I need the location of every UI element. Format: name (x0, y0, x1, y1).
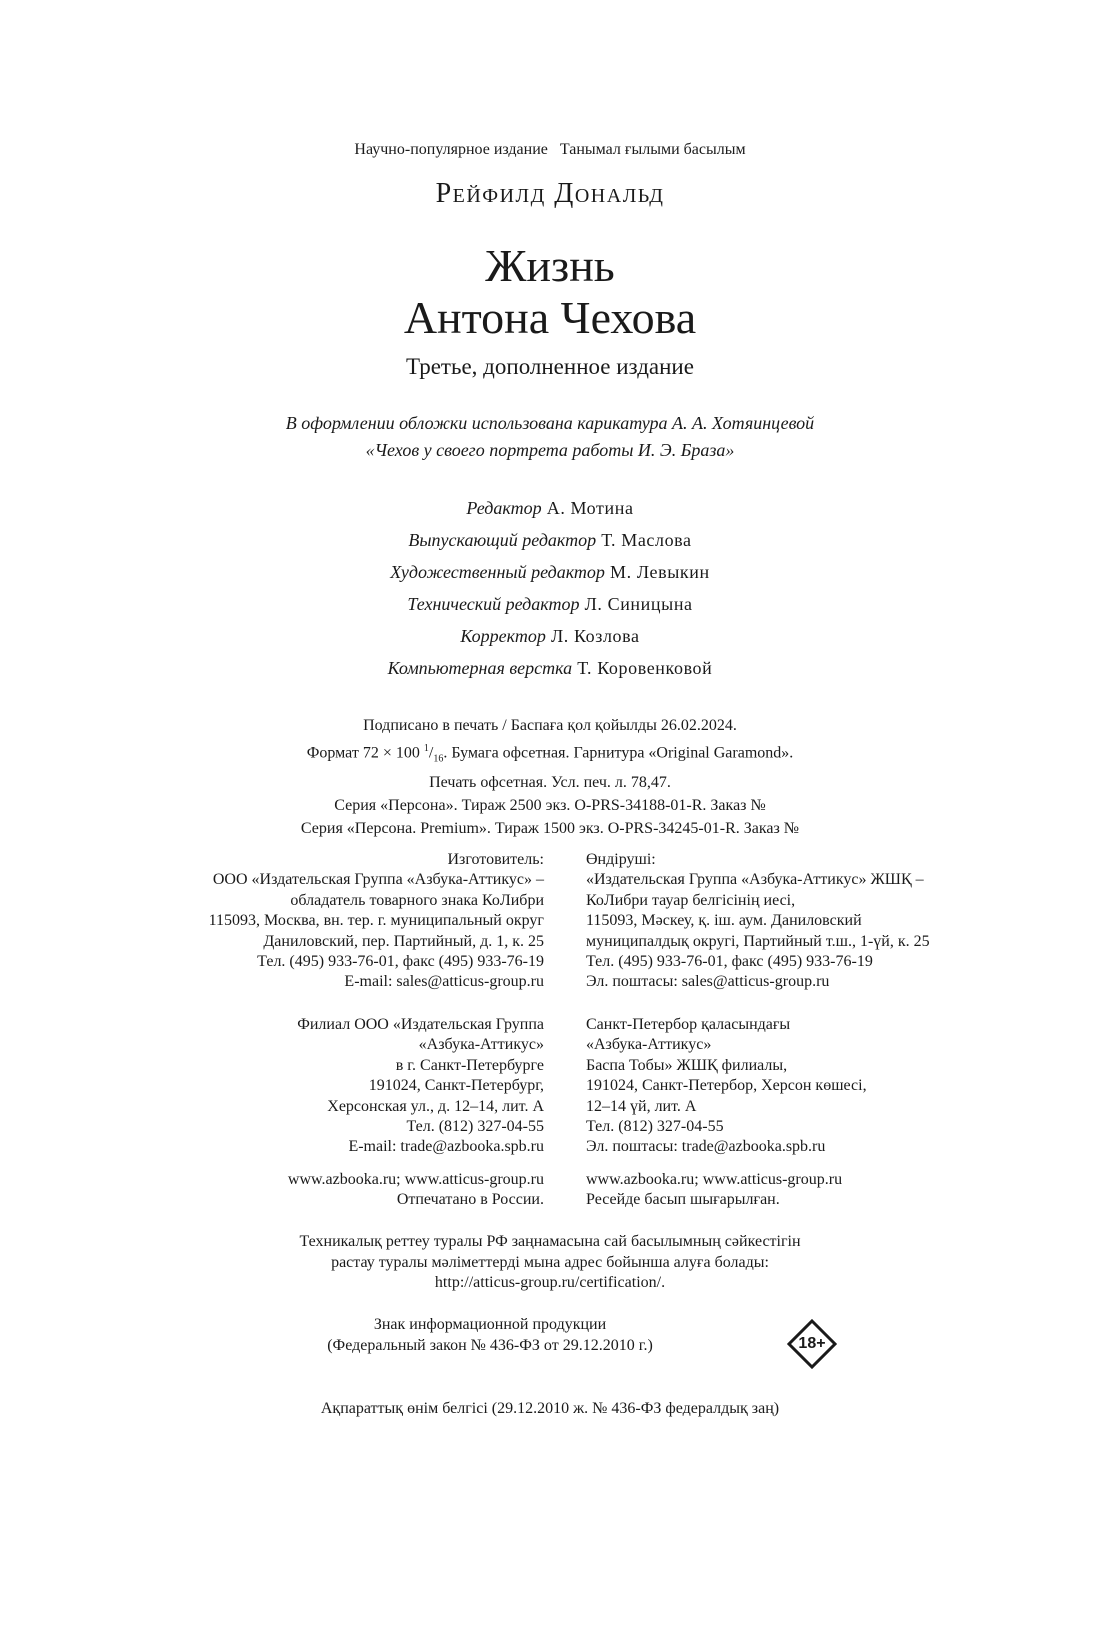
cert-url: http://atticus-group.ru/certification/. (434, 1274, 666, 1291)
address-line: Тел. (812) 327-04-55 (586, 1118, 724, 1136)
law-note-kz: Ақпараттық өнім белгісі (29.12.2010 ж. № 436-ФЗ федералдық заң) (320, 1400, 780, 1417)
web-ru (288, 1170, 544, 1211)
author-name: Рейфилд Дональд (435, 178, 665, 209)
address-line: Херсонская ул., д. 12–14, лит. А (327, 1097, 544, 1115)
series-line (0, 141, 1100, 159)
address-line: 191024, Санкт-Петербор, Херсон көшесі, (586, 1077, 867, 1095)
credit-role: Корректор (460, 626, 546, 646)
address-line: муниципалдық округі, Партийный т.ш., 1-үй, к. 25 (586, 932, 930, 950)
credit-person: М. Левыкин (610, 562, 710, 582)
address-line: «Издательская Группа «Азбука-Аттикус» ЖШҚ – (586, 871, 924, 889)
imprint-print: Печать офсетная. Усл. печ. л. 78,47. (429, 773, 671, 791)
address-line: Даниловский, пер. Партийный, д. 1, к. 25 (263, 932, 544, 950)
address-line: 12–14 үй, лит. А (586, 1097, 697, 1115)
address-line: E-mail: sales@atticus-group.ru (344, 973, 544, 991)
cert-line: Техникалық реттеу туралы РФ заңнамасына сай басылымның сәйкестігін (299, 1233, 801, 1250)
imprint-signed: Подписано в печать / Баспаға қол қойылды 26.02.2024. (363, 717, 737, 734)
book-title (0, 240, 1100, 344)
address-line: Филиал ООО «Издательская Группа (297, 1016, 544, 1033)
age-rating-text: 18+ (798, 1335, 826, 1352)
age-rating-badge (787, 1319, 837, 1369)
series-kz: Танымал ғылыми басылым (559, 141, 746, 158)
address-line: Эл. поштасы: trade@azbooka.spb.ru (586, 1138, 826, 1156)
credit-line (0, 620, 1100, 652)
title-line-2: Антона Чехова (403, 292, 697, 343)
branch-ru (297, 1015, 544, 1158)
certification-note (0, 1232, 1100, 1294)
address-line: Изготовитель: (447, 851, 544, 868)
credit-person: Л. Козлова (550, 626, 640, 646)
cover-note (0, 410, 1100, 464)
credit-line (0, 652, 1100, 684)
cert-line: растау туралы мәліметтерді мына адрес бойынша алуға болады: (331, 1253, 769, 1271)
imprint-series-2: Серия «Персона. Premium». Тираж 1500 экз. O-PRS-34245-01-R. Заказ № (300, 819, 800, 837)
info-sign-line-2: (Федеральный закон № 436-ФЗ от 29.12.2010 г.) (327, 1336, 653, 1354)
address-line: Баспа Тобы» ЖШҚ филиалы, (586, 1056, 788, 1074)
imprint-block (0, 714, 1100, 840)
credits-list (0, 492, 1100, 684)
credit-person: А. Мотина (546, 498, 634, 518)
info-sign (0, 1315, 1040, 1356)
credit-role: Компьютерная верстка (387, 658, 573, 678)
branch-kz (586, 1015, 867, 1158)
credit-role: Выпускающий редактор (408, 530, 597, 550)
credit-role: Художественный редактор (390, 562, 605, 582)
website-line: www.azbooka.ru; www.atticus-group.ru (586, 1171, 843, 1188)
cover-note-line-1: В оформлении обложки использована карикатура А. А. Хотяинцевой (285, 413, 815, 433)
edition-subtitle: Третье, дополненное издание (406, 354, 694, 379)
credit-line (0, 492, 1100, 524)
address-line: обладатель товарного знака КоЛибри (290, 891, 544, 909)
website-line: www.azbooka.ru; www.atticus-group.ru (287, 1171, 544, 1188)
credit-role: Технический редактор (407, 594, 580, 614)
imprint-series-1: Серия «Персона». Тираж 2500 экз. O-PRS-34188-01-R. Заказ № (334, 796, 766, 814)
address-line: Тел. (812) 327-04-55 (406, 1118, 544, 1136)
address-line: ООО «Издательская Группа «Азбука-Аттикус» – (212, 871, 544, 889)
title-line-1: Жизнь (485, 240, 615, 291)
address-line: Тел. (495) 933-76-01, факс (495) 933-76-19 (586, 953, 873, 971)
address-line: КоЛибри тауар белгісінің иесі, (586, 891, 796, 909)
manufacturer-ru (209, 850, 544, 993)
credit-role: Редактор (466, 498, 542, 518)
address-line: в г. Санкт-Петербурге (395, 1056, 544, 1074)
address-line: 115093, Москва, вн. тер. г. муниципальный округ (208, 912, 544, 930)
credit-person: Т. Маслова (601, 530, 692, 550)
format-prefix: Формат 72 × 100 (306, 744, 424, 762)
address-line: E-mail: trade@azbooka.spb.ru (348, 1138, 544, 1156)
credit-line (0, 524, 1100, 556)
manufacturer-kz (586, 850, 930, 993)
credit-line (0, 556, 1100, 588)
address-line: «Азбука-Аттикус» (586, 1036, 712, 1054)
imprint-format: Формат 72 × 100 $^1/_{16}$. Бумага офсетная. Гарнитура «Original Garamond». (306, 743, 794, 765)
address-line: 191024, Санкт-Петербург, (368, 1077, 544, 1095)
address-line: Санкт-Петербор қаласындағы (586, 1016, 791, 1033)
address-line: «Азбука-Аттикус» (418, 1036, 544, 1054)
address-line: Эл. поштасы: sales@atticus-group.ru (586, 973, 830, 991)
address-line: Тел. (495) 933-76-01, факс (495) 933-76-19 (257, 953, 544, 971)
format-denominator: 16 (433, 753, 444, 765)
address-line: 115093, Мәскеу, қ. іш. аум. Даниловский (586, 912, 862, 930)
printed-in: Отпечатано в России. (396, 1191, 544, 1209)
format-suffix: . Бумага офсетная. Гарнитура «Original Garamond». (443, 744, 794, 762)
credit-person: Л. Синицына (584, 594, 693, 614)
cover-note-line-2: «Чехов у своего портрета работы И. Э. Браза» (365, 440, 735, 460)
address-line: Өндіруші: (586, 851, 656, 868)
format-numerator: 1 (423, 743, 429, 754)
credit-person: Т. Коровенковой (577, 658, 713, 678)
credit-line (0, 588, 1100, 620)
web-kz (586, 1170, 842, 1211)
printed-in: Ресейде басып шығарылған. (586, 1191, 780, 1209)
info-sign-line-1: Знак информационной продукции (373, 1316, 607, 1333)
series-ru: Научно-популярное издание (354, 141, 548, 158)
